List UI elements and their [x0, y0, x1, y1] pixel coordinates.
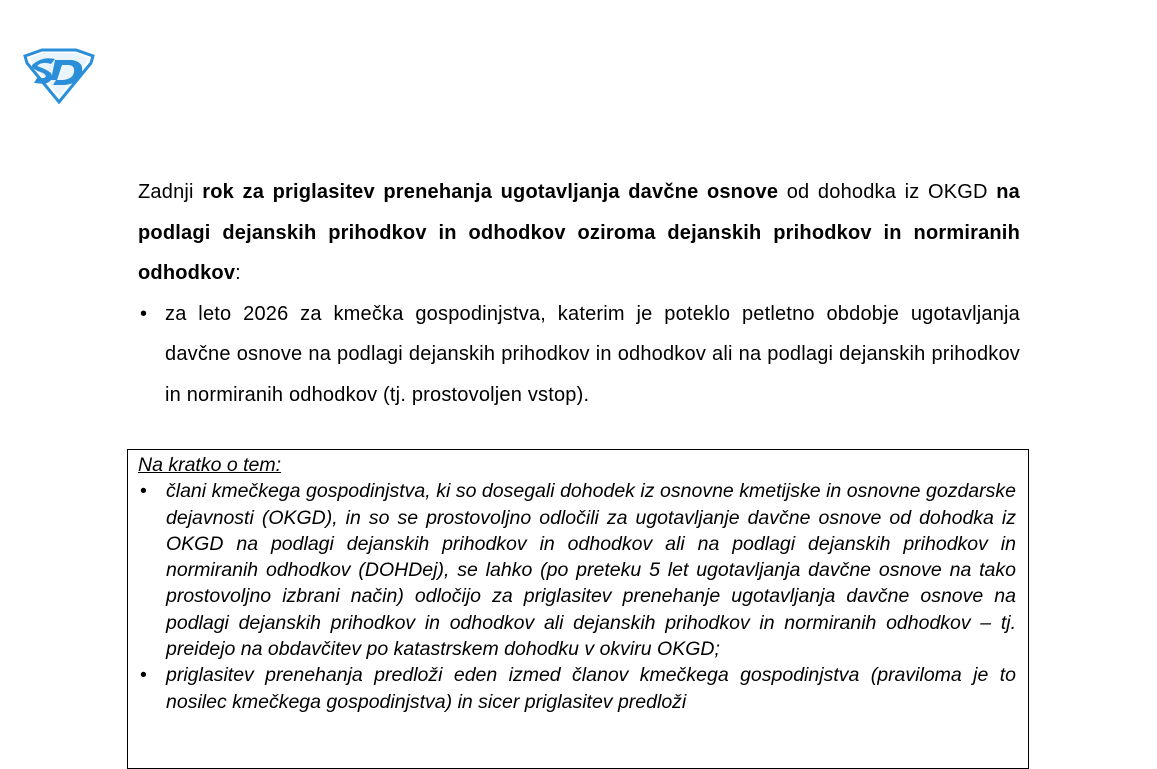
summary-bullet-text: člani kmečkega gospodinjstva, ki so dosegali dohodek iz osnovne kmetijske in osnovne gozdarske dejavnosti (OKGD), in so se prostovoljno odločili za ugotavljanje davčne osnove od dohodka iz OKGD na podlagi dejanskih prihodkov in odhodkov ali na podlagi dejanskih prihodkov in normiranih odhodkov (DOHDej), se lahko (po preteku 5 let ugotavljanja davčne osnove na tako prostovoljno izbrani način) odločijo za priglasitev prenehanje ugotavljanja davčne osnove na podlagi dejanskih prihodkov in odhodkov ali dejanskih prihodkov in normiranih odhodkov – tj. preidejo na obdavčitev po katastrskem dohodku v okviru OKGD; [166, 480, 1016, 661]
summary-title: Na kratko o tem: [138, 454, 282, 476]
summary-bullet-item [138, 662, 1020, 715]
intro-text-start: Zadnji [138, 181, 203, 203]
bullet-icon: • [140, 664, 147, 687]
intro-paragraph [138, 172, 1020, 294]
intro-bullet-list [138, 294, 1020, 416]
intro-text-end: : [235, 262, 241, 284]
summary-bullet-text: priglasitev prenehanja predloži eden izmed članov kmečkega gospodinjstva (praviloma je to nosilec kmečkega gospodinjstva) in sicer priglasitev predloži [166, 664, 1016, 713]
summary-bullet-item [138, 478, 1020, 662]
intro-bullet-text: za leto 2026 za kmečka gospodinjstva, katerim je poteklo petletno obdobje ugotavljanja davčne osnove na podlagi dejanskih prihodkov in odhodkov ali na podlagi dejanskih prihodkov in normiranih odhodkov (tj. prostovoljen vstop). [165, 302, 1020, 406]
bullet-icon: • [140, 480, 147, 503]
summary-box [127, 449, 1029, 769]
intro-text-mid: od dohodka iz OKGD [778, 181, 997, 203]
intro-bullet-item [138, 294, 1020, 416]
sd-logo [22, 47, 96, 105]
intro-section [138, 172, 1020, 415]
intro-bold-deadline: rok za priglasitev prenehanja ugotavljanja davčne osnove [202, 181, 779, 203]
summary-bullet-list [138, 478, 1020, 715]
bullet-icon: • [140, 302, 148, 325]
intro-bold-basis: na podlagi dejanskih prihodkov in odhodkov oziroma dejanskih prihodkov in normiranih odhodkov [138, 181, 1021, 284]
sd-shield-logo-icon [22, 47, 96, 105]
